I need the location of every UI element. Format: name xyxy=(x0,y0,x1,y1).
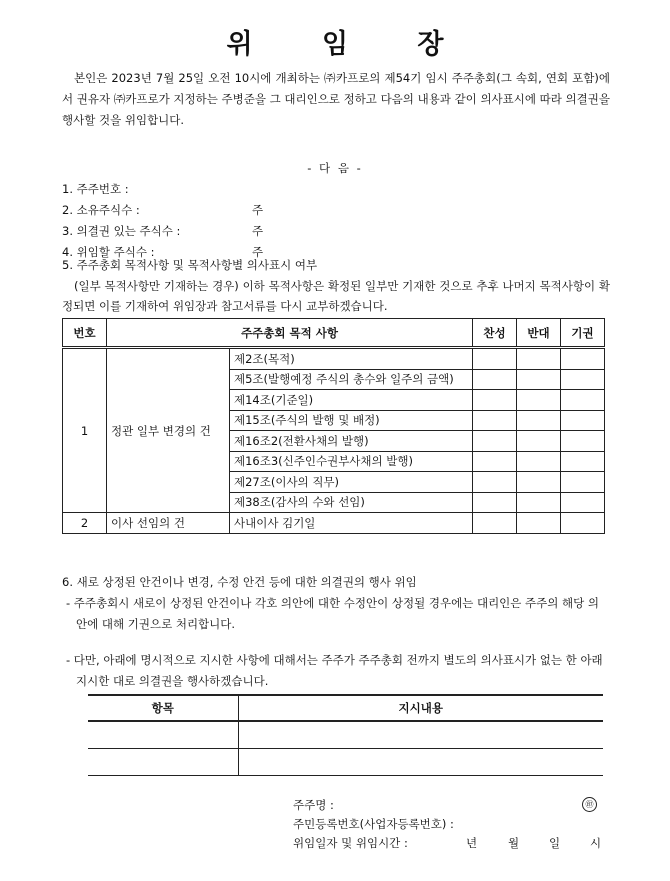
item-voting-shares xyxy=(62,223,264,239)
item-label: 2. 소유주식수 : xyxy=(62,203,140,217)
instruction-table xyxy=(88,694,603,776)
header-subject: 주주총회 목적 사항 xyxy=(107,319,473,348)
instruction-header-item: 항목 xyxy=(88,695,238,721)
agenda-sub-item: 제14조(기준일) xyxy=(230,390,473,411)
date-hour-unit: 시 xyxy=(590,836,602,850)
vote-against-cell[interactable] xyxy=(517,513,561,534)
vote-against-cell[interactable] xyxy=(517,492,561,513)
section6-heading: 6. 새로 상정된 안건이나 변경, 수정 안건 등에 대한 의결권의 행사 위임 xyxy=(62,575,417,589)
item-label: 5. 주주총회 목적사항 및 목적사항별 의사표시 여부 xyxy=(62,258,318,272)
item-label: 1. 주주번호 : xyxy=(62,182,129,196)
shareholder-name-label: 주주명 : xyxy=(293,798,334,812)
agenda-table xyxy=(62,318,605,534)
table-row xyxy=(88,721,603,749)
vote-abstain-cell[interactable] xyxy=(561,513,605,534)
bullet-text: - 주주총회시 새로이 상정된 안건이나 각호 의안에 대한 수정안이 상정될 경우에는 대리인은 주주의 해당 의안에 대해 기권으로 처리합니다. xyxy=(66,596,600,631)
intro-text: 본인은 2023년 7월 25일 오전 10시에 개최하는 ㈜카프로의 제54기 임시 주주총회(그 속회, 연회 포함)에서 권유자 ㈜카프로가 지정하는 주병준을 그 대리인으로 정하고 다음의 내용과 같이 의사표시에 따라 의결권을 행사할 것을 위임합니다. xyxy=(62,71,610,127)
item-agenda-heading xyxy=(62,257,317,273)
header-abstain: 기권 xyxy=(561,319,605,348)
vote-abstain-cell[interactable] xyxy=(561,492,605,513)
vote-abstain-cell[interactable] xyxy=(561,451,605,472)
instruction-content-cell[interactable] xyxy=(238,721,603,749)
delegation-datetime-label: 위임일자 및 위임시간 : xyxy=(293,836,408,850)
item-unit: 주 xyxy=(252,245,264,259)
date-month-unit: 월 xyxy=(508,836,520,850)
agenda-sub-item: 제38조(감사의 수와 선임) xyxy=(230,492,473,513)
vote-for-cell[interactable] xyxy=(473,369,517,390)
agenda-sub-item: 사내이사 김기일 xyxy=(230,513,473,534)
vote-against-cell[interactable] xyxy=(517,369,561,390)
note-paragraph xyxy=(62,276,610,316)
instruction-content-cell[interactable] xyxy=(238,749,603,776)
vote-abstain-cell[interactable] xyxy=(561,369,605,390)
vote-abstain-cell[interactable] xyxy=(561,348,605,370)
vote-for-cell[interactable] xyxy=(473,390,517,411)
vote-for-cell[interactable] xyxy=(473,348,517,370)
vote-abstain-cell[interactable] xyxy=(561,390,605,411)
item-unit: 주 xyxy=(252,224,264,238)
agenda-number: 2 xyxy=(63,513,107,534)
agenda-title: 정관 일부 변경의 건 xyxy=(107,348,230,513)
vote-against-cell[interactable] xyxy=(517,390,561,411)
agenda-title: 이사 선임의 건 xyxy=(107,513,230,534)
document-title: 위 임 장 xyxy=(226,29,474,60)
agenda-sub-item: 제5조(발행예정 주식의 총수와 일주의 금액) xyxy=(230,369,473,390)
date-year-unit: 년 xyxy=(466,836,478,850)
agenda-sub-item: 제16조3(신주인수권부사채의 발행) xyxy=(230,451,473,472)
section6-bullet-2 xyxy=(62,650,610,692)
vote-for-cell[interactable] xyxy=(473,410,517,431)
item-unit: 주 xyxy=(252,203,264,217)
vote-against-cell[interactable] xyxy=(517,410,561,431)
table-row xyxy=(63,513,605,534)
note-text: (일부 목적사항만 기재하는 경우) 이하 목적사항은 확정된 일부만 기재한 것으로 추후 나머지 목적사항이 확정되면 이를 기재하여 위임장과 참고서류를 다시 교부하겠습니다. xyxy=(62,279,610,313)
agenda-sub-item: 제15조(주식의 발행 및 배정) xyxy=(230,410,473,431)
bullet-text: - 다만, 아래에 명시적으로 지시한 사항에 대해서는 주주가 주주총회 전까지 별도의 의사표시가 없는 한 아래 지시한 대로 의결권을 행사하겠습니다. xyxy=(66,653,603,688)
item-label: 3. 의결권 있는 주식수 : xyxy=(62,224,181,238)
vote-for-cell[interactable] xyxy=(473,431,517,452)
header-against: 반대 xyxy=(517,319,561,348)
table-header-row xyxy=(63,319,605,348)
header-for: 찬성 xyxy=(473,319,517,348)
vote-against-cell[interactable] xyxy=(517,431,561,452)
vote-against-cell[interactable] xyxy=(517,348,561,370)
registration-number-label: 주민등록번호(사업자등록번호) : xyxy=(293,817,454,831)
date-day-unit: 일 xyxy=(549,836,561,850)
section6-bullet-1 xyxy=(62,593,610,635)
item-owned-shares xyxy=(62,202,264,218)
intro-paragraph xyxy=(62,68,610,131)
item-shareholder-number xyxy=(62,181,129,197)
agenda-sub-item: 제2조(목적) xyxy=(230,348,473,370)
vote-for-cell[interactable] xyxy=(473,513,517,534)
seal-mark: ㊞ xyxy=(582,797,597,812)
center-heading: - 다 음 - xyxy=(307,161,363,175)
vote-for-cell[interactable] xyxy=(473,492,517,513)
agenda-number: 1 xyxy=(63,348,107,513)
header-no: 번호 xyxy=(63,319,107,348)
agenda-sub-item: 제27조(이사의 직무) xyxy=(230,472,473,493)
instruction-header-content: 지시내용 xyxy=(238,695,603,721)
item-label: 4. 위임할 주식수 : xyxy=(62,245,155,259)
vote-abstain-cell[interactable] xyxy=(561,431,605,452)
vote-for-cell[interactable] xyxy=(473,451,517,472)
vote-abstain-cell[interactable] xyxy=(561,410,605,431)
table-row xyxy=(63,348,605,370)
vote-abstain-cell[interactable] xyxy=(561,472,605,493)
vote-against-cell[interactable] xyxy=(517,451,561,472)
agenda-sub-item: 제16조2(전환사채의 발행) xyxy=(230,431,473,452)
table-row xyxy=(88,749,603,776)
instruction-item-cell[interactable] xyxy=(88,721,238,749)
vote-for-cell[interactable] xyxy=(473,472,517,493)
vote-against-cell[interactable] xyxy=(517,472,561,493)
instruction-item-cell[interactable] xyxy=(88,749,238,776)
instruction-header-row xyxy=(88,695,603,721)
